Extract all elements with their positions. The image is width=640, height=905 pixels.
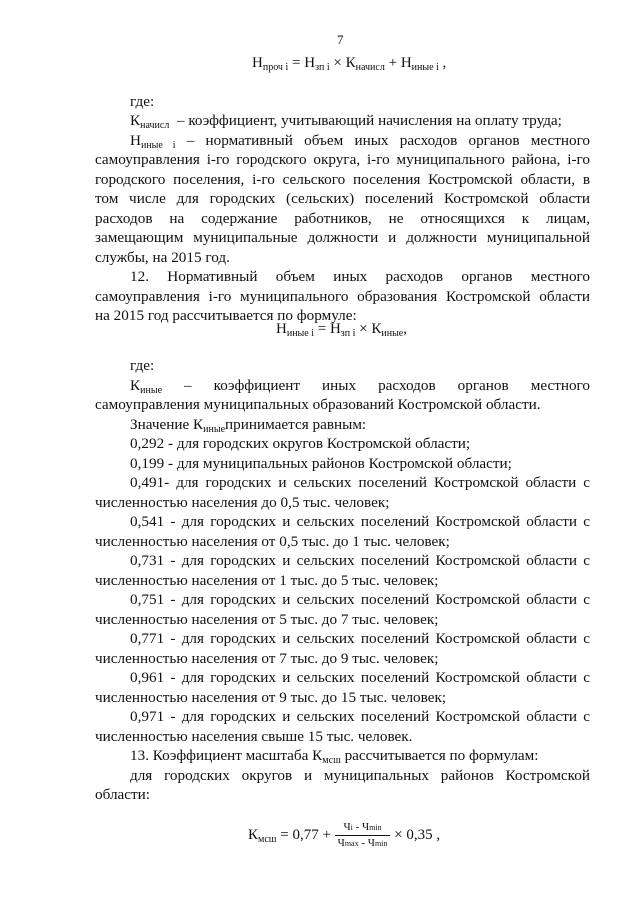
value-item: 0,731 - для городских и сельских поселений Костромской области с (130, 552, 590, 569)
formula-symbol: Н (304, 55, 316, 71)
definition-line: службы, на 2015 год. (95, 249, 230, 266)
definition-text: – нормативный объем иных расходов органов местного (186, 132, 591, 149)
fraction-denominator (335, 836, 391, 851)
formula-subscript: иные i (411, 62, 439, 73)
formula-punct: , (442, 55, 447, 71)
definition-subscript: начисл (140, 120, 170, 131)
denominator-symbol: Ч (337, 837, 345, 849)
formula-operator: = (280, 826, 289, 843)
numerator-symbol: Ч (362, 821, 370, 833)
paragraph-12-line: на 2015 год рассчитывается по формуле: (95, 307, 357, 324)
formula-symbol: К (248, 826, 259, 843)
paragraph-13-subscript: мсш (322, 755, 341, 766)
numerator-symbol: Ч (343, 821, 351, 833)
formula-punct: , (403, 321, 407, 337)
definition-text: – коэффициент, учитывающий начисления на оплату труда; (176, 112, 562, 129)
value-item: 0,971 - для городских и сельских поселений Костромской области с (130, 708, 590, 725)
definition-text: – коэффициент иных расходов органов местного (184, 377, 590, 394)
numerator-operator: - (355, 821, 360, 833)
value-item-cont: численностью населения от 0,5 тыс. до 1 тыс. человек; (95, 533, 450, 550)
definition-symbol: Н (130, 132, 141, 149)
formula-punct: , (436, 826, 441, 843)
formula-symbol: Н (276, 321, 287, 337)
formula-operator: + (322, 826, 331, 843)
value-item: 0,771 - для городских и сельских поселений Костромской области с (130, 630, 590, 647)
definition-line: самоуправления муниципальных образований Костромской области. (95, 396, 541, 413)
value-item: 0,541 - для городских и сельских поселений Костромской области с (130, 513, 590, 530)
definition-subscript: иные (140, 385, 163, 396)
definition-line: том числе для городских (сельских) поселений Костромской области (95, 190, 590, 207)
value-item: 0,199 - для муниципальных районов Костромской области; (130, 455, 512, 472)
formula-n-proch (252, 54, 446, 78)
formula-subscript: иные i (286, 328, 314, 339)
where-label: где: (130, 357, 155, 374)
formula-symbol: К (345, 55, 356, 71)
value-item-cont: численностью населения от 9 тыс. до 15 тыс. человек; (95, 689, 447, 706)
value-item-cont: численностью населения от 5 тыс. до 7 тыс. человек; (95, 611, 439, 628)
value-item: 0,491- для городских и сельских поселений Костромской области с (130, 474, 590, 491)
formula-k-msh (248, 820, 440, 851)
value-item: 0,751 - для городских и сельских поселений Костромской области с (130, 591, 590, 608)
numerator-subscript: i (350, 823, 353, 832)
formula-symbol: К (371, 321, 382, 337)
value-item-cont: численностью населения до 0,5 тыс. человек; (95, 494, 390, 511)
formula-subscript: зп i (340, 328, 356, 339)
definition-symbol: К (130, 112, 141, 129)
numerator-subscript: min (369, 823, 382, 832)
value-item-cont: численностью населения от 1 тыс. до 5 тыс. человек; (95, 572, 439, 589)
definition-line: замещающим муниципальные должности и должности муниципальной (95, 229, 590, 246)
denominator-operator: - (361, 837, 366, 849)
value-item: 0,961 - для городских и сельских поселений Костромской области с (130, 669, 590, 686)
value-item-cont: численностью населения от 7 тыс. до 9 тыс. человек; (95, 650, 439, 667)
value-intro-subscript: иные (203, 424, 226, 435)
formula-operator: + (388, 55, 398, 71)
formula-constant: 0,35 (406, 826, 433, 843)
formula-subscript: начисл (355, 62, 385, 73)
formula-operator: = (317, 321, 327, 337)
paragraph-13-line: области: (95, 786, 150, 803)
value-intro-text: Значение К (130, 416, 204, 433)
fraction-numerator (335, 820, 391, 836)
formula-operator: = (292, 55, 301, 71)
formula-subscript: мсш (258, 833, 277, 845)
value-intro-text: принимается равным: (225, 416, 367, 433)
definition-subscript: иные i (140, 140, 176, 151)
definition-line: расходов на содержание работников, не относящихся к лицам, (95, 210, 590, 227)
definition-symbol: К (130, 377, 141, 394)
formula-subscript: иные (381, 328, 404, 339)
formula-operator: × (359, 321, 368, 337)
definition-line: самоуправления i-го городского округа, i-го муниципального района, i-го (95, 151, 590, 168)
formula-subscript: проч i (262, 62, 289, 73)
value-item-cont: численностью населения свыше 15 тыс. человек. (95, 728, 413, 745)
denominator-subscript: min (374, 839, 388, 848)
formula-fraction (335, 820, 391, 851)
denominator-symbol: Ч (367, 837, 375, 849)
formula-n-inye (276, 320, 407, 344)
formula-operator: × (333, 55, 342, 71)
value-item: 0,292 - для городских округов Костромской области; (130, 435, 471, 452)
formula-symbol: Н (400, 55, 412, 71)
denominator-subscript: max (344, 839, 359, 848)
formula-symbol: Н (252, 55, 263, 71)
formula-symbol: Н (329, 321, 341, 337)
paragraph-13-text: рассчитывается по формулам: (344, 747, 539, 764)
paragraph-13-text: 13. Коэффициент масштаба К (130, 747, 323, 764)
definition-line: городского поселения, i-го сельского поселения Костромской области, в (95, 171, 590, 188)
paragraph-12-line: 12. Нормативный объем иных расходов органов местного (130, 268, 590, 285)
page-number: 7 (337, 32, 344, 47)
formula-operator: × (394, 826, 403, 843)
formula-constant: 0,77 (292, 826, 319, 843)
formula-subscript: зп i (315, 62, 330, 73)
paragraph-13-line: для городских округов и муниципальных районов Костромской (130, 767, 590, 784)
paragraph-12-line: самоуправления i-го муниципального образования Костромской области (95, 288, 590, 305)
where-label: где: (130, 93, 155, 110)
